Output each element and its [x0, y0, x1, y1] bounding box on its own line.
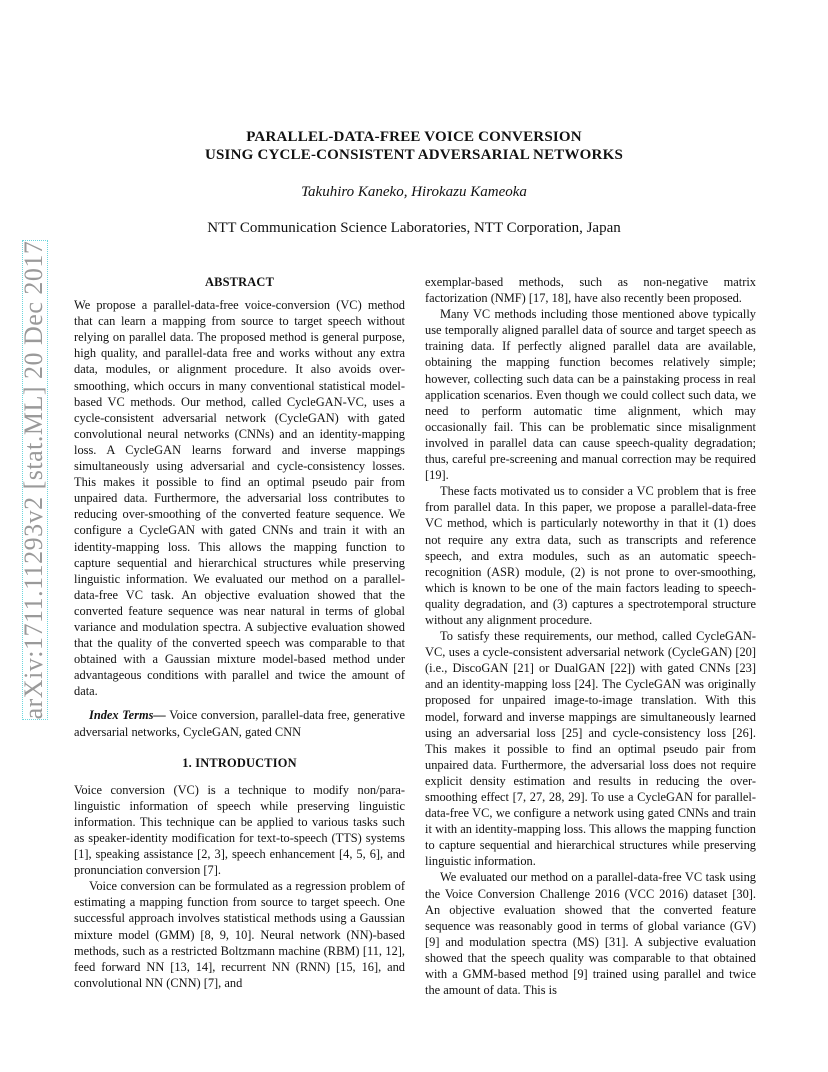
right-column — [425, 274, 756, 998]
right-paragraph-2: Many VC methods including those mentioned above typically use temporally aligned parallel data of source and target speech as training data. If perfectly aligned parallel data are available, obtaining the mapping function becomes relatively simple; however, collecting such data can be a painstaking process in real application scenarios. Even though we could collect such data, we need to perform automatic time alignment, which may occasionally fail. This can be problematic since misalignment involved in parallel data can cause speech-quality degradation; thus, careful pre-screening and manual correction may be required [19]. — [425, 307, 756, 483]
authors: Takuhiro Kaneko, Hirokazu Kameoka — [301, 184, 527, 200]
right-paragraph-5: We evaluated our method on a parallel-data-free VC task using the Voice Conversion Challenge 2016 (VCC 2016) dataset [30]. An objective evaluation showed that the converted feature sequence was reasonably good in terms of global variance (GV) [9] and modulation spectra (MS) [31]. A subjective evaluation showed that the speech quality was comparable to that obtained with a GMM-based method [9] trained using parallel and twice the amount of data. This is — [425, 870, 756, 998]
arxiv-sidebar — [14, 240, 54, 720]
index-terms-label: Index Terms— — [89, 708, 166, 723]
intro-heading: 1. INTRODUCTION — [182, 755, 297, 770]
right-paragraph-1: exemplar-based methods, such as non-negative matrix factorization (NMF) [17, 18], have also recently been proposed. — [425, 275, 756, 306]
affiliation: NTT Communication Science Laboratories, NTT Corporation, Japan — [207, 220, 621, 236]
abstract-heading: ABSTRACT — [204, 275, 275, 289]
paper-title — [0, 128, 828, 164]
index-terms — [74, 707, 405, 739]
index-terms-text: Voice conversion, parallel-data free, generative adversarial networks, CycleGAN, gated CNN — [74, 708, 405, 739]
right-paragraph-4: To satisfy these requirements, our method, called CycleGAN-VC, uses a cycle-consistent adversarial network (CycleGAN) [20] (i.e., DiscoGAN [21] or DualGAN [22]) with gated CNNs [23] and an identity-mapping loss [24]. The CycleGAN was originally proposed for unpaired image-to-image translation. With this model, forward and inverse mappings are simultaneously learned using an adversarial loss [25] and cycle-consistency loss [26]. This makes it possible to find an optimal pseudo pair from unpaired data. Furthermore, the adversarial loss does not require explicit density estimation and results in reducing the over-smoothing effect [7, 27, 28, 29]. To use a CycleGAN for parallel-data-free VC, we configure a network using gated CNNs and train it with an identity-mapping loss. This allows the mapping function to capture sequential and hierarchical structures while preserving linguistic information. — [425, 629, 756, 869]
intro-paragraph-1: Voice conversion (VC) is a technique to modify non/para-linguistic information of speech while preserving linguistic information. This technique can be applied to various tasks such as speaker-identity modification for text-to-speech (TTS) systems [1], speaking assistance [2, 3], speech enhancement [4, 5, 6], and pronunciation conversion [7]. — [74, 782, 405, 878]
abstract-text: We propose a parallel-data-free voice-conversion (VC) method that can learn a mapping from source to target speech without relying on parallel data. The proposed method is general purpose, high quality, and parallel-data free and works without any extra data, modules, or alignment procedure. It also avoids over-smoothing, which occurs in many conventional statistical model-based VC methods. Our method, called CycleGAN-VC, uses a cycle-consistent adversarial network (CycleGAN) with gated convolutional neural networks (CNNs) and an identity-mapping loss. A CycleGAN learns forward and inverse mappings simultaneously using adversarial and cycle-consistency losses. This makes it possible to find an optimal pseudo pair from unpaired data. Furthermore, the adversarial loss contributes to reducing over-smoothing of the converted feature sequence. We configure a CycleGAN with gated CNNs and train it with an identity-mapping loss. This allows the mapping function to capture sequential and hierarchical structures while preserving linguistic information. We evaluated our method on a parallel-data-free VC task. An objective evaluation showed that the converted feature sequence was near natural in terms of global variance and modulation spectra. A subjective evaluation showed that the quality of the converted speech was comparable to that obtained with a Gaussian mixture model-based method under advantageous conditions with parallel and twice the amount of data. — [74, 298, 405, 699]
title-line-1: PARALLEL-DATA-FREE VOICE CONVERSION — [246, 129, 582, 145]
arxiv-identifier: arXiv:1711.11293v2 [stat.ML] 20 Dec 2017 — [19, 240, 48, 720]
title-line-2: USING CYCLE-CONSISTENT ADVERSARIAL NETWORKS — [204, 147, 623, 163]
intro-paragraph-2: Voice conversion can be formulated as a regression problem of estimating a mapping function from source to target speech. One successful approach involves statistical methods using a Gaussian mixture model (GMM) [8, 9, 10]. Neural network (NN)-based methods, such as a restricted Boltzmann machine (RBM) [11, 12], feed forward NN [13, 14], recurrent NN (RNN) [15, 16], and convolutional NN (CNN) [7], and — [74, 879, 405, 990]
left-column — [74, 274, 405, 991]
right-paragraph-3: These facts motivated us to consider a VC problem that is free from parallel data. In this paper, we propose a parallel-data-free VC method, which is particularly noteworthy in that it (1) does not require any extra data, such as transcripts and reference speech, and extra modules, such as an automatic speech-recognition (ASR) module, (2) is not prone to over-smoothing, which is known to be one of the main factors leading to speech-quality degradation, and (3) captures a spectrotemporal structure without any alignment procedure. — [425, 484, 756, 627]
